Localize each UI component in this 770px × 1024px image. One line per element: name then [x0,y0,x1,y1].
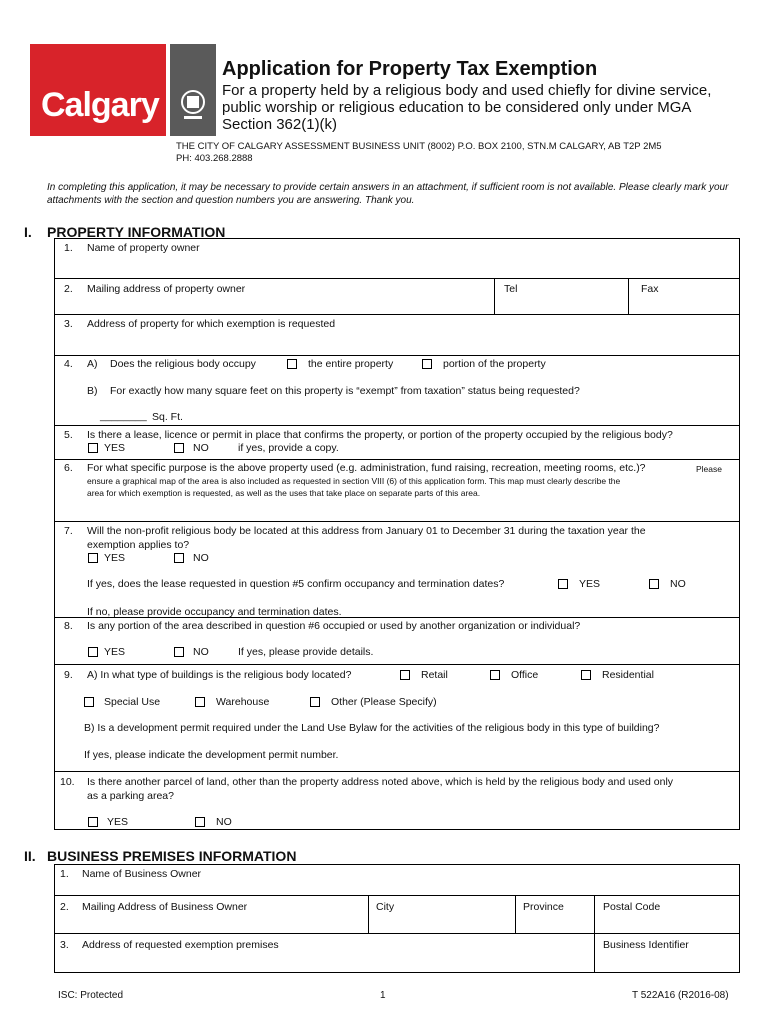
premises-address-field[interactable]: Address of requested exemption premises [82,939,279,951]
office-checkbox[interactable] [490,670,500,680]
portion-property-checkbox[interactable] [422,359,432,369]
owner-name-field[interactable]: Name of property owner [87,242,200,254]
property-address-field[interactable]: Address of property for which exemption is requested [87,318,336,330]
permit-number-field[interactable]: If yes, please indicate the development permit number. [84,749,339,761]
section-title: PROPERTY INFORMATION [47,224,226,240]
business-address-field[interactable]: Mailing Address of Business Owner [82,901,248,913]
q5-no-checkbox[interactable] [174,443,184,453]
q7-lease-yes-checkbox[interactable] [558,579,568,589]
postal-code-field[interactable]: Postal Code [603,901,661,913]
section-roman: I. [24,224,32,240]
entire-property-checkbox[interactable] [287,359,297,369]
q5-yes-checkbox[interactable] [88,443,98,453]
special-use-checkbox[interactable] [84,697,94,707]
form-number: T 522A16 (R2016-08) [632,990,729,1001]
business-identifier-field[interactable]: Business Identifier [603,939,689,951]
form-subtitle: For a property held by a religious body and used chiefly for divine service, public worship or religious education to be considered only under MGA Section 362(1)(k) [222,82,712,133]
q7-lease-no-checkbox[interactable] [649,579,659,589]
coat-of-arms-icon [170,44,216,136]
calgary-logo: Calgary [30,44,166,136]
owner-tel-field[interactable]: Tel [504,283,518,295]
q8-no-checkbox[interactable] [174,647,184,657]
classification-label: ISC: Protected [58,990,124,1001]
q7-no-checkbox[interactable] [174,553,184,563]
business-owner-field[interactable]: Name of Business Owner [82,868,202,880]
q10-yes-checkbox[interactable] [88,817,98,827]
q7-yes-checkbox[interactable] [88,553,98,563]
other-checkbox[interactable] [310,697,320,707]
city-address: THE CITY OF CALGARY ASSESSMENT BUSINESS UNIT (8002) P.O. BOX 2100, STN.M CALGARY, AB T2P 2M5 PH: 403.268.2888 [176,141,662,164]
sqft-input[interactable]: ________ [100,410,147,422]
form-title: Application for Property Tax Exemption [222,58,598,80]
retail-checkbox[interactable] [400,670,410,680]
section2-title: BUSINESS PREMISES INFORMATION [47,848,297,864]
warehouse-checkbox[interactable] [195,697,205,707]
business-info-table [54,864,740,973]
residential-checkbox[interactable] [581,670,591,680]
owner-fax-field[interactable]: Fax [641,283,659,295]
instructions: In completing this application, it may be necessary to provide certain answers in an attachment, if sufficient room is not available. Please clearly mark your attachments with the section and question numbers you are answering. Thank you. [47,182,729,206]
q8-yes-checkbox[interactable] [88,647,98,657]
city-field[interactable]: City [376,901,395,913]
section2-roman: II. [24,848,36,864]
q10-no-checkbox[interactable] [195,817,205,827]
province-field[interactable]: Province [523,901,564,913]
owner-address-field[interactable]: Mailing address of property owner [87,283,246,295]
page-number: 1 [380,990,386,1001]
